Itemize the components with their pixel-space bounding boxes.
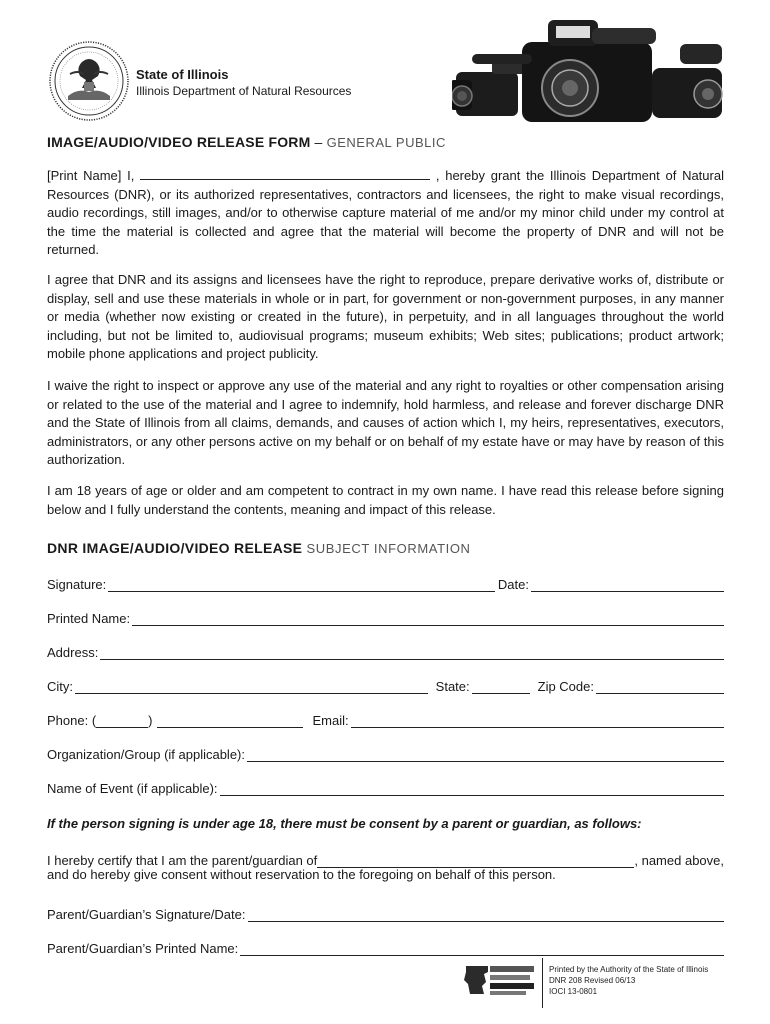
state-field[interactable] [472, 679, 530, 694]
age-paragraph: I am 18 years of age or older and am competent to contract in my own name. I have read this release before signing below and I fully understand the contents, meaning and impact of this release. [47, 483, 724, 517]
phone-label: Phone: ( [47, 713, 97, 728]
city-state-zip-row [47, 674, 724, 694]
printed-name-label: Printed Name: [47, 611, 131, 626]
signature-label: Signature: [47, 577, 107, 592]
minor-consent-notice: If the person signing is under age 18, there must be consent by a parent or guardian, as follows: [47, 816, 642, 831]
minor-name-field[interactable] [317, 853, 634, 868]
waiver-paragraph: I waive the right to inspect or approve any use of the material and any right to royalties or other compensation arising or related to the use of the material and I agree to indemnify, hold harmless, and release and forever discharge DNR and the State of Illinois from all claims, demands, and causes of action which I, my heirs, representatives, executors, administrators, or any other persons active on my behalf or on behalf of my estate have or may have by reason of this authorization. [47, 378, 724, 468]
address-field[interactable] [100, 645, 724, 660]
guardian-printed-name-field[interactable] [240, 941, 724, 956]
form-title [47, 134, 446, 150]
guardian-signature-row [47, 902, 724, 922]
guardian-printed-name-label: Parent/Guardian’s Printed Name: [47, 941, 239, 956]
section-title-bold: DNR IMAGE/AUDIO/VIDEO RELEASE [47, 540, 303, 556]
organization-field[interactable] [247, 747, 724, 762]
phone-close-paren: ) [148, 713, 153, 728]
footer-form-number: DNR 208 Revised 06/13 [549, 976, 636, 985]
department-name: Illinois Department of Natural Resources [136, 84, 352, 98]
city-label: City: [47, 679, 73, 694]
footer-print-code: IOCI 13-0801 [549, 987, 598, 996]
idnr-logo-icon [462, 962, 538, 998]
email-field[interactable] [351, 713, 724, 728]
state-label: State: [435, 679, 470, 694]
state-name: State of Illinois [136, 67, 229, 82]
phone-area-code-field[interactable] [96, 713, 148, 728]
organization-label: Organization/Group (if applicable): [47, 747, 245, 762]
address-label: Address: [47, 645, 99, 660]
form-title-subtitle: GENERAL PUBLIC [326, 135, 446, 150]
zip-code-field[interactable] [596, 679, 724, 694]
illinois-state-seal-icon [48, 40, 130, 122]
rights-paragraph: I agree that DNR and its assigns and licensees have the right to reproduce, prepare derivative works of, distribute or display, sell and use these materials in whole or in part, for government or non-government purposes, in any manner or media (whether now existing or created in the future), in perpetuity, and in all languages throughout the world including, but not be limited to, audiovisual programs; museum exhibits; Web sites; publications; product artwork; mobile phone applications and project publicity. [47, 272, 724, 362]
zip-code-label: Zip Code: [537, 679, 594, 694]
subject-information-heading [47, 540, 471, 556]
form-title-dash: – [310, 134, 327, 150]
guardian-signature-label: Parent/Guardian’s Signature/Date: [47, 907, 246, 922]
signature-row [47, 572, 724, 592]
footer-divider [542, 958, 543, 1008]
grant-paragraph-text: , hereby grant the Illinois Department of Natural Resources (DNR), or its authorized representatives, contractors and licensees, the right to make visual recordings, audio recordings, still images, and/or to otherwise capture material of me and/or my minor child under my control at the time the material is collected and agree that the material will become the property of DNR and will not be returned. [47, 168, 724, 258]
email-label: Email: [312, 713, 349, 728]
print-name-field[interactable] [140, 166, 430, 180]
footer-authority: Printed by the Authority of the State of Illinois [549, 965, 709, 974]
event-label: Name of Event (if applicable): [47, 781, 218, 796]
event-field[interactable] [220, 781, 724, 796]
print-name-label: [Print Name] I, [47, 168, 141, 183]
guardian-consent-text: and do hereby give consent without reservation to the foregoing on behalf of this person. [47, 867, 556, 882]
event-row [47, 776, 724, 796]
section-title-light: SUBJECT INFORMATION [302, 541, 471, 556]
printed-name-field[interactable] [132, 611, 724, 626]
guardian-printed-name-row [47, 936, 724, 956]
grant-paragraph [47, 166, 724, 260]
guardian-certify-row [47, 848, 724, 868]
printed-name-row [47, 606, 724, 626]
signature-field[interactable] [108, 577, 495, 592]
date-field[interactable] [531, 577, 724, 592]
guardian-signature-field[interactable] [248, 907, 725, 922]
agency-heading [136, 66, 351, 100]
address-row [47, 640, 724, 660]
date-label: Date: [497, 577, 529, 592]
guardian-certify-label: I hereby certify that I am the parent/guardian of [47, 853, 318, 868]
guardian-certify-tail: , named above, [634, 853, 724, 868]
form-title-bold: IMAGE/AUDIO/VIDEO RELEASE FORM [47, 134, 311, 150]
phone-email-row [47, 708, 724, 728]
organization-row [47, 742, 724, 762]
city-field[interactable] [75, 679, 428, 694]
footer-printing-info [549, 964, 708, 997]
phone-number-field[interactable] [157, 713, 303, 728]
video-cameras-image [452, 14, 727, 134]
